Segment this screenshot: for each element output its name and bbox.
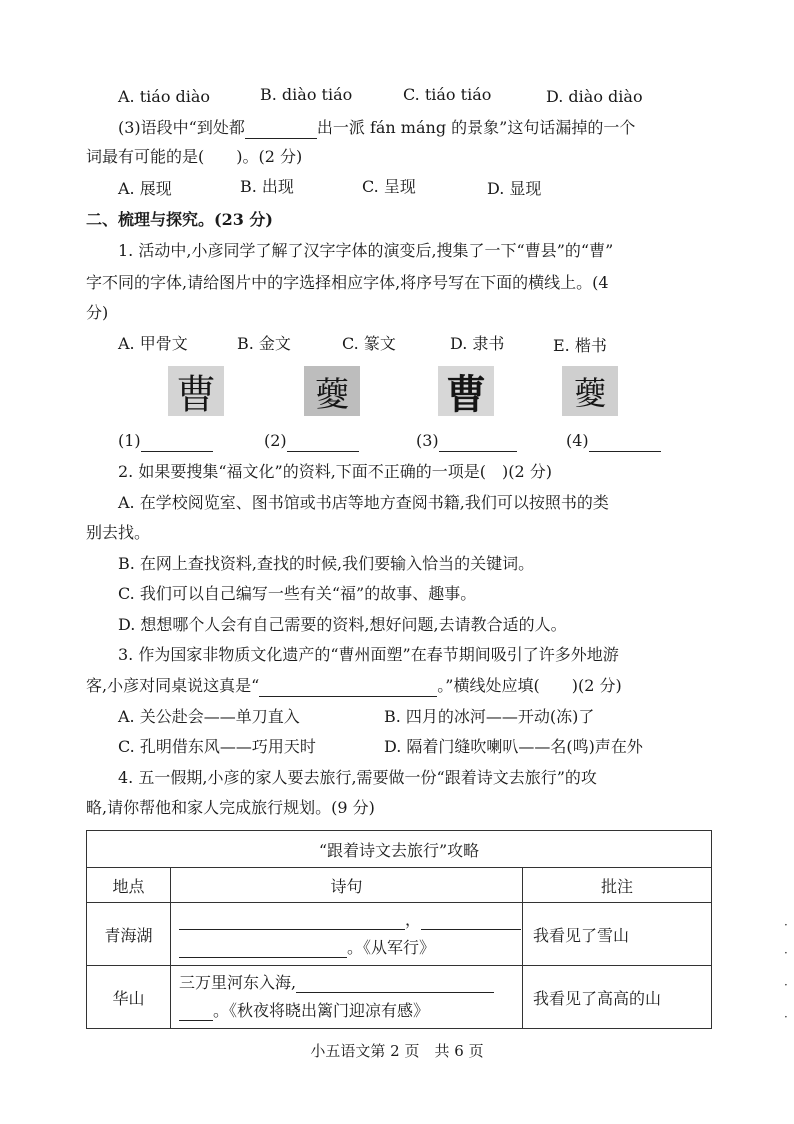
q3-text-b: 出一派 fán máng 的景象”这句话漏掉的一个	[316, 118, 636, 137]
edge-scan-mark: ·	[784, 1010, 788, 1024]
s1-option-c: C. 篆文	[342, 334, 396, 353]
glyph-image-4: 䕫	[562, 366, 618, 416]
edge-scan-mark: ·	[784, 978, 788, 992]
table-title: “跟着诗文去旅行”攻略	[87, 831, 712, 868]
s1-fill-3-blank[interactable]	[439, 435, 517, 452]
s1-fill-1: (1)	[118, 430, 213, 452]
q3-line2: 词最有可能的是( )。(2 分)	[86, 147, 303, 166]
table-header-poem: 诗句	[171, 868, 523, 903]
s2-option-d: D. 想想哪个人会有自己需要的资料,想好问题,去请教合适的人。	[118, 615, 567, 634]
q3-text-a: (3)语段中“到处都	[118, 118, 245, 137]
table-cell-poem: 三万里河东入海, 。《秋夜将晓出篱门迎凉有感》	[171, 966, 523, 1029]
edge-scan-mark: ·	[784, 918, 788, 932]
s2-option-c: C. 我们可以自己编写一些有关“福”的故事、趣事。	[118, 584, 477, 603]
s4-line2: 略,请你帮他和家人完成旅行规划。(9 分)	[86, 798, 375, 817]
q2-option-a: A. tiáo diào	[118, 87, 211, 106]
q2-option-b: B. diào tiáo	[260, 85, 353, 104]
table-row	[87, 903, 712, 966]
s1-option-b: B. 金文	[237, 334, 291, 353]
s1-option-d: D. 隶书	[450, 334, 505, 353]
q3-option-a: A. 展现	[118, 179, 172, 198]
table-cell-note: 我看见了雪山	[523, 903, 712, 966]
s2-line1: 2. 如果要搜集“福文化”的资料,下面不正确的一项是( )(2 分)	[118, 462, 553, 481]
table-row	[87, 966, 712, 1029]
s3-line2: 客,小彦对同桌说这真是“ 。”横线处应填( )(2 分)	[86, 676, 622, 695]
s3-option-a: A. 关公赴会——单刀直入	[118, 707, 300, 726]
s1-line1: 1. 活动中,小彦同学了解了汉字字体的演变后,搜集了一下“曹县”的“曹”	[118, 241, 614, 260]
q3-option-b: B. 出现	[240, 177, 294, 196]
s1-option-e: E. 楷书	[553, 336, 607, 355]
table-cell-poem: ， 。《从军行》	[171, 903, 523, 966]
q3-option-d: D. 显现	[487, 179, 542, 198]
table-cell-place: 华山	[87, 966, 171, 1029]
s2-option-b: B. 在网上查找资料,查找的时候,我们要输入恰当的关键词。	[118, 554, 535, 573]
s1-fill-2: (2)	[264, 430, 359, 452]
glyph-image-3: 曹	[438, 366, 494, 416]
poem-blank-3[interactable]	[179, 941, 347, 958]
page-footer: 小五语文第 2 页 共 6 页	[310, 1042, 484, 1060]
q2-option-d: D. diào diào	[546, 87, 643, 106]
q3-line1	[118, 117, 635, 139]
s2-option-a-line2: 别去找。	[86, 523, 151, 542]
s1-fill-2-blank[interactable]	[287, 435, 359, 452]
s3-option-c: C. 孔明借东风——巧用天时	[118, 737, 316, 756]
s1-line2: 字不同的字体,请给图片中的字选择相应字体,将序号写在下面的横线上。(4	[86, 273, 609, 292]
s3-option-b: B. 四月的冰河——开动(冻)了	[384, 707, 595, 726]
s1-fill-4-blank[interactable]	[589, 435, 661, 452]
edge-scan-mark: ·	[784, 946, 788, 960]
s1-line3: 分)	[86, 303, 109, 322]
s1-fill-1-blank[interactable]	[141, 435, 213, 452]
poem-blank-1[interactable]	[179, 913, 405, 930]
poem-blank-4[interactable]	[296, 976, 494, 993]
q3-option-c: C. 呈现	[362, 177, 416, 196]
poem-blank-2[interactable]	[421, 913, 521, 930]
table-header-note: 批注	[523, 868, 712, 903]
s1-option-a: A. 甲骨文	[118, 334, 188, 353]
table-title-row	[87, 831, 712, 868]
s3-blank[interactable]	[259, 680, 437, 697]
s2-option-a-line1: A. 在学校阅览室、图书馆或书店等地方查阅书籍,我们可以按照书的类	[118, 493, 609, 512]
poem-blank-5[interactable]	[179, 1004, 213, 1021]
s3-line1: 3. 作为国家非物质文化遗产的“曹州面塑”在春节期间吸引了许多外地游	[118, 645, 619, 664]
table-cell-note: 我看见了高高的山	[523, 966, 712, 1029]
travel-plan-table	[86, 830, 712, 1029]
s1-fill-4: (4)	[566, 430, 661, 452]
s1-fill-3: (3)	[416, 430, 517, 452]
q3-blank[interactable]	[245, 122, 317, 139]
s3-option-d: D. 隔着门缝吹喇叭——名(鸣)声在外	[384, 737, 643, 756]
s4-line1: 4. 五一假期,小彦的家人要去旅行,需要做一份“跟着诗文去旅行”的攻	[118, 768, 597, 787]
glyph-image-2: 䕫	[304, 366, 360, 416]
table-header-place: 地点	[87, 868, 171, 903]
q2-option-c: C. tiáo tiáo	[403, 85, 492, 104]
section2-heading: 二、梳理与探究。(23 分)	[86, 210, 273, 229]
glyph-image-1: 曹	[168, 366, 224, 416]
table-header-row	[87, 868, 712, 903]
table-cell-place: 青海湖	[87, 903, 171, 966]
